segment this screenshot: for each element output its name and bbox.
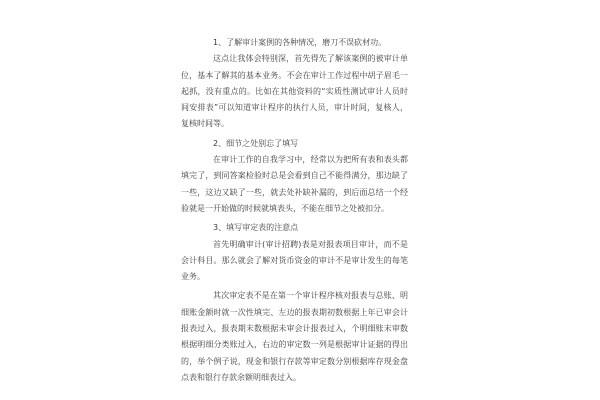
section-2-heading: 2、细节之处别忘了填写 xyxy=(213,138,299,148)
section-3-heading: 3、填写审定表的注意点 xyxy=(213,223,299,233)
section-2-paragraph: 在审计工作的自我学习中，经常以为把所有表和表头都填完了，到同答案检验时总是会看到自己不能得满分，那边缺了一些，这边又缺了一些，就去处补缺补漏的，到后面总结一个经验就是一开始做的时候就填表头，不能在细节之处被扣分。 xyxy=(181,155,408,213)
section-3-paragraph-2: 其次审定表不是在第一个审计程序核对报表与总账、明细账金额时就一次性填完、左边的报表期初数根据上年已审会计报表过入，报表期末数根据未审会计报表过入，个明细账末审数根据明细分类账过入，右边的审定数一列是根据审计证据的得出的，举个例子说，现金和银行存款等审定数分别根据库存现金盘点表和银行存款余额明细表过入。 xyxy=(181,291,408,382)
section-1-heading: 1、了解审计案例的各种情况，磨刀不误砍材功。 xyxy=(213,38,387,47)
document-body xyxy=(181,35,408,386)
section-1-paragraph: 这点让我体会特别深，首先得先了解该案例的被审计单位，基本了解其的基本业务。不会在审计工作过程中胡子眉毛一起抓，没有重点的。比如在其他资料的“实质性测试审计人员时间安排表”可以知道审计程序的执行人员，审计时间，复核人，复核时间等。 xyxy=(181,54,408,129)
section-3-paragraph-1: 首先明确审计(审计招聘)表是对报表项目审计，而不是会计科目。那么就会了解对货币资金的审计不是审计发生的每笔业务。 xyxy=(181,239,408,282)
